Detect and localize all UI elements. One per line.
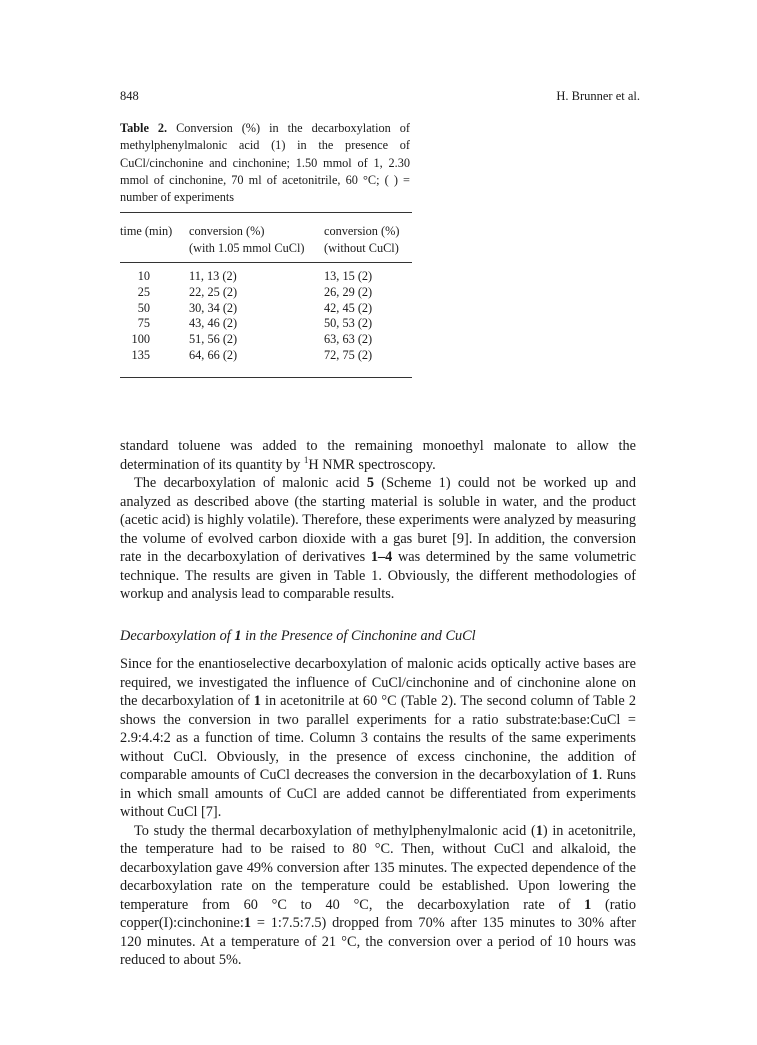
with-cucl-column	[189, 269, 237, 364]
paragraph: standard toluene was added to the remaining monoethyl malonate to allow the determination of its quantity by $^1$H NMR spectroscopy.	[120, 438, 636, 473]
paragraph: The decarboxylation of malonic acid 5 (Scheme 1) could not be worked up and analyzed as described above (the starting material is soluble in water, and the product (acetic acid) is highly volatile). Therefore, these experiments were analyzed by measuring the volume of evolved carbon dioxide with a gas buret [9]. In addition, the conversion rate in the decarboxylation of derivatives 1–4 was determined by the same volumetric technique. The results are given in Table 1. Obviously, the different methodologies of workup and analysis lead to comparable results.	[120, 475, 636, 602]
caption-label: Table 2.	[120, 121, 168, 135]
table-cell: 13, 15 (2)	[324, 269, 373, 283]
header-without-cucl-line2: (without CuCl)	[324, 240, 399, 255]
table-cell: 22, 25 (2)	[189, 284, 238, 299]
time-column	[120, 269, 150, 364]
without-cucl-column	[324, 269, 372, 364]
table-cell: 100	[131, 332, 150, 347]
table-cell: 63, 63 (2)	[324, 332, 373, 347]
table-bottom-rule	[120, 377, 412, 378]
table-cell: 25	[137, 284, 150, 299]
table-cell: 75	[137, 316, 150, 331]
table-cell: 135	[131, 347, 150, 362]
table-cell: 50, 53 (2)	[324, 316, 373, 331]
table-cell: 11, 13 (2)	[189, 269, 237, 283]
table-header-rule	[120, 262, 412, 263]
running-head-authors: H. Brunner et al.	[556, 89, 640, 103]
body-text	[120, 437, 636, 970]
header-with-cucl	[189, 223, 304, 256]
section-heading: Decarboxylation of 1 in the Presence of Cinchonine and CuCl	[120, 627, 476, 644]
table-cell: 64, 66 (2)	[189, 347, 238, 362]
table-cell: 26, 29 (2)	[324, 284, 373, 299]
header-with-cucl-line1: conversion (%)	[189, 224, 265, 238]
caption-text: Conversion (%) in the decarboxylation of methylphenylmalonic acid (1) in the presence of CuCl/cinchonine and cinchonine; 1.50 mmol of 1, 2.30 mmol of cinchonine, 70 ml of acetonitrile, 60 °C; ( ) = number of experiments	[120, 121, 410, 205]
page-number: 848	[120, 89, 139, 103]
table-cell: 43, 46 (2)	[189, 316, 238, 331]
paragraph: To study the thermal decarboxylation of methylphenylmalonic acid (1) in acetonitrile, the temperature had to be raised to 80 °C. Then, without CuCl and alkaloid, the decarboxylation gave 49% conversion after 135 minutes. The expected dependence of the decarboxylation rate on the temperature could be established. Upon lowering the temperature from 60 °C to 40 °C, the decarboxylation rate of 1 (ratio copper(I):cinchonine:1 = 1:7.5:7.5) dropped from 70% after 135 minutes to 30% after 120 minutes. At a temperature of 21 °C, the conversion over a period of 10 hours was reduced to about 5%.	[120, 822, 636, 968]
paragraph: Since for the enantioselective decarboxylation of malonic acids optically active bases are required, we investigated the influence of CuCl/cinchonine and of cinchonine alone on the decarboxylation of 1 in acetonitrile at 60 °C (Table 2). The second column of Table 2 shows the conversion in two parallel experiments for a ratio substrate:base:CuCl = 2.9:4.4:2 as a function of time. Column 3 contains the results of the same experiments without CuCl. Obviously, in the presence of excess cinchonine, the addition of comparable amounts of CuCl decreases the conversion in the decarboxylation of 1. Runs in which small amounts of CuCl are added cannot be differentiated from experiments without CuCl [7].	[120, 656, 636, 820]
header-without-cucl-line1: conversion (%)	[324, 224, 400, 238]
table-cell: 10	[137, 269, 150, 283]
table-cell: 30, 34 (2)	[189, 300, 238, 315]
table-caption	[120, 120, 410, 206]
table-cell: 50	[137, 300, 150, 315]
table-cell: 51, 56 (2)	[189, 332, 238, 347]
table-top-rule	[120, 212, 412, 213]
header-time: time (min)	[120, 224, 173, 238]
header-with-cucl-line2: (with 1.05 mmol CuCl)	[189, 240, 305, 255]
table-cell: 42, 45 (2)	[324, 300, 373, 315]
header-without-cucl	[324, 223, 399, 256]
table-cell: 72, 75 (2)	[324, 347, 373, 362]
